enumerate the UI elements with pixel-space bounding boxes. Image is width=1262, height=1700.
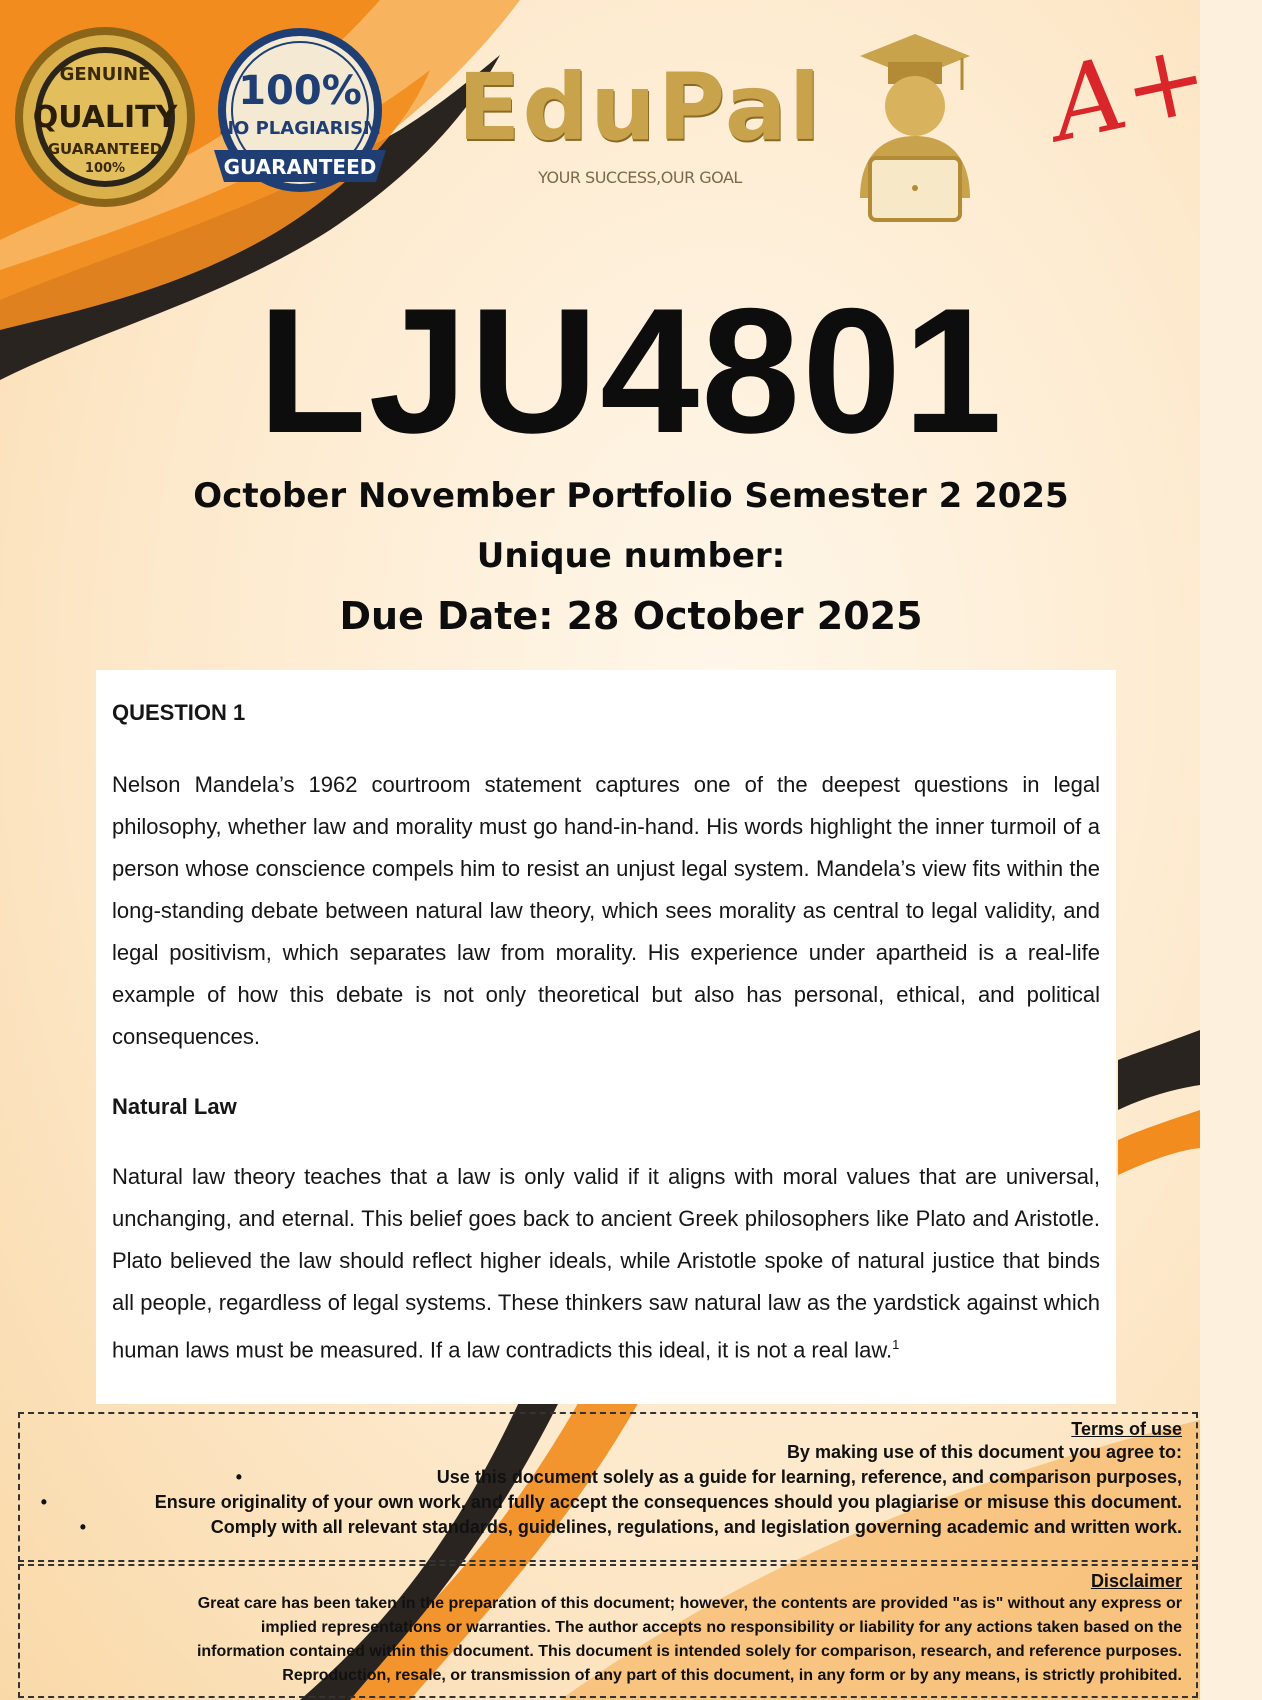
brand-logo [450,54,830,187]
badge-plag-banner: GUARANTEED [223,155,377,179]
no-plagiarism-badge [200,22,400,212]
terms-item: • Ensure originality of your own work, and fully accept the consequences should you plagiarise or misuse this document. [34,1490,1182,1515]
due-date-label: Due Date: 28 October 2025 [339,594,923,638]
terms-title: Terms of use [1071,1419,1182,1439]
grade-text: A+ [1041,17,1219,164]
brand-tagline: YOUR SUCCESS,OUR GOAL [538,168,742,187]
disclaimer-title: Disclaimer [1090,1571,1182,1591]
badge-quality-sub: GUARANTEED [47,140,163,158]
disclaimer-line: Reproduction, resale, or transmission of any part of this document, in any form or by any means, is strictly prohibited. [282,1667,1182,1684]
disclaimer-box [18,1564,1198,1698]
terms-item: • Use this document solely as a guide for learning, reference, and comparison purposes, [34,1465,1182,1490]
terms-of-use-box [18,1412,1198,1562]
natural-law-text: Natural law theory teaches that a law is only valid if it aligns with moral values that are universal, unchanging, and eternal. This belief goes back to ancient Greek philosophers like Plato and Aristotle. Plato believed the law should reflect higher ideals, while Aristotle spoke of natural justice that binds all people, regardless of legal systems. These thinkers saw natural law as the yardstick against which human laws must be measured. If a law contradicts this ideal, it is not a real law. [112,1164,1100,1363]
disclaimer-line: Great care has been taken in the preparation of this document; however, the contents are provided "as is" without any express or [197,1595,1182,1612]
disclaimer-line: implied representations or warranties. The author accepts no responsibility or liability for any actions taken based on the [260,1619,1182,1636]
terms-list [34,1465,1182,1540]
intro-paragraph: Nelson Mandela’s 1962 courtroom statement captures one of the deepest questions in legal philosophy, whether law and morality must go hand-in-hand. His words highlight the inner turmoil of a person whose conscience compels him to resist an unjust legal system. Mandela’s view fits within the long-standing debate between natural law theory, which sees morality as central to legal validity, and legal positivism, which separates law from morality. His experience under apartheid is a real-life example of how this debate is not only theoretical but also has personal, ethical, and political consequences. [112,772,1100,1049]
badge-quality-main: QUALITY [32,100,178,135]
disclaimer-line: information contained within this document. This document is intended solely for comparison, research, and reference purposes. [196,1643,1182,1660]
graduate-laptop-icon [840,28,990,228]
badge-plag-main: NO PLAGIARISM [218,118,382,139]
badge-plag-pct: 100% [238,68,362,114]
footnote-marker[interactable]: 1 [892,1337,900,1352]
terms-intro: By making use of this document you agree to: [786,1442,1182,1462]
course-code-title: LJU4801 [257,271,1005,470]
section-title: Natural Law [112,1094,237,1119]
badge-quality-top: GENUINE [59,64,151,85]
a-plus-grade-mark [1040,14,1219,164]
brand-name: EduPal [457,54,823,161]
question-content-panel [96,670,1116,1404]
natural-law-paragraph [112,1156,1100,1371]
question-title: QUESTION 1 [112,700,246,725]
badge-quality-pct: 100% [84,161,126,176]
portfolio-subtitle: October November Portfolio Semester 2 2025 [193,476,1069,516]
unique-number-label: Unique number: [476,536,786,576]
genuine-quality-badge [10,22,200,212]
terms-item: • Comply with all relevant standards, guidelines, regulations, and legislation governing academic and written work. [34,1515,1182,1540]
